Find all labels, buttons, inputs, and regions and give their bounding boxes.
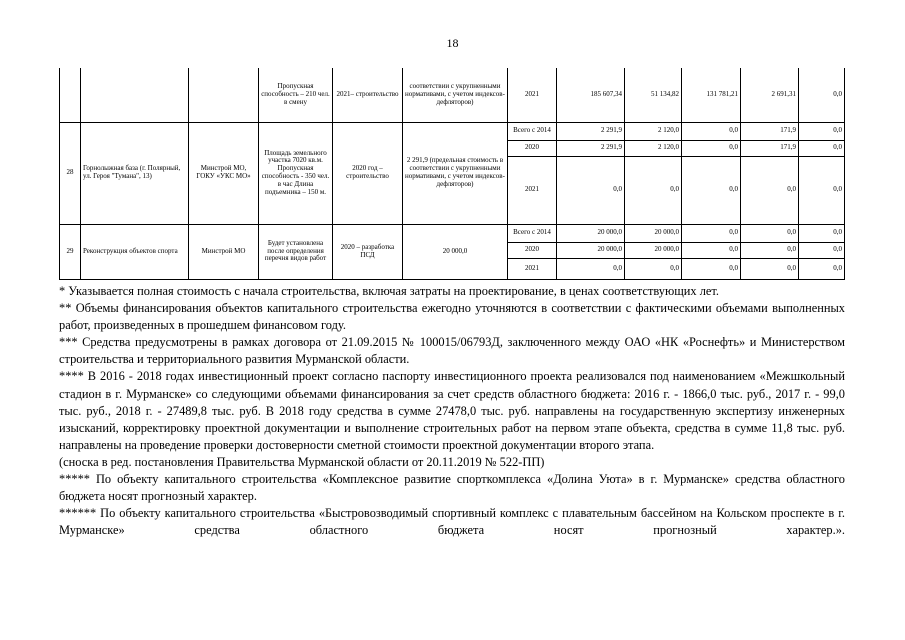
year-cell: 2021	[508, 156, 557, 224]
footnote-edit-note: (сноска в ред. постановления Правительства Мурманской области от 20.11.2019 № 522-ПП)	[59, 454, 545, 469]
value-cell: 2 120,0	[625, 122, 682, 140]
capacity-cell: Будет установлена после определения перечня видов работ	[259, 224, 333, 279]
table-row	[60, 224, 845, 242]
year-cell: 2020	[508, 242, 557, 258]
capacity-cell: Площадь земельного участка 7020 кв.м. Пропускная способность - 350 чел. в час Длина подъемника – 150 м.	[259, 122, 333, 224]
year-cell: 2020	[508, 140, 557, 156]
value-cell: 20 000,0	[625, 224, 682, 242]
value-cell: 0,0	[741, 156, 799, 224]
value-cell: 0,0	[557, 156, 625, 224]
value-cell: 0,0	[799, 242, 845, 258]
year-cell: 2021	[508, 258, 557, 279]
cost-cell: 2 291,9 (предельная стоимость в соответствии с укрупненными нормативами, с учетом индексов-дефляторов)	[403, 122, 508, 224]
value-cell: 171,9	[741, 122, 799, 140]
value-cell: 185 607,34	[557, 68, 625, 122]
footnote: **** В 2016 - 2018 годах инвестиционный проект согласно паспорту инвестиционного проекта реализовался под наименованием «Межшкольный стадион в г. Мурманске» со следующими объемами финансирования за счет средств областного бюджета: 2016 г. - 1866,0 тыс. руб., 2017 г. - 99,0 тыс. руб., 2018 г. - 27489,8 тыс. руб. В 2018 году средства в сумме 27478,0 тыс. руб. направлены на государственную экспертизу инженерных изысканий, корректировку проектной документации и выполнение строительных работ на первом этапе объекта, средства в сумме 11,8 тыс. руб. направлены на проведение проверки достоверности сметной стоимости проектной документации второго этапа.	[59, 369, 845, 452]
object-name: Горнолыжная база (г. Полярный, ул. Героя "Тумана", 13)	[81, 122, 189, 224]
value-cell: 0,0	[625, 258, 682, 279]
value-cell: 0,0	[682, 224, 741, 242]
value-cell: 0,0	[799, 68, 845, 122]
value-cell: 0,0	[557, 258, 625, 279]
value-cell: 0,0	[625, 156, 682, 224]
value-cell: 0,0	[682, 140, 741, 156]
period-cell: 2020 – разработка ПСД	[333, 224, 403, 279]
value-cell: 0,0	[741, 224, 799, 242]
value-cell: 2 291,9	[557, 140, 625, 156]
value-cell: 0,0	[682, 242, 741, 258]
year-cell: 2021	[508, 68, 557, 122]
table-cell	[60, 68, 81, 122]
value-cell: 0,0	[799, 258, 845, 279]
value-cell: 0,0	[799, 140, 845, 156]
value-cell: 2 291,9	[557, 122, 625, 140]
value-cell: 0,0	[682, 122, 741, 140]
value-cell: 20 000,0	[625, 242, 682, 258]
value-cell: 0,0	[741, 242, 799, 258]
value-cell: 20 000,0	[557, 224, 625, 242]
value-cell: 20 000,0	[557, 242, 625, 258]
row-number: 29	[60, 224, 81, 279]
table-row	[60, 68, 845, 122]
year-cell: Всего с 2014	[508, 224, 557, 242]
object-name: Реконструкция объектов спорта	[81, 224, 189, 279]
value-cell: 171,9	[741, 140, 799, 156]
value-cell: 0,0	[799, 122, 845, 140]
financing-table	[59, 68, 845, 280]
cost-cell: 20 000,0	[403, 224, 508, 279]
page-number: 18	[446, 36, 459, 50]
executor-cell: Минстрой МО	[189, 224, 259, 279]
value-cell: 0,0	[799, 224, 845, 242]
table-cell	[81, 68, 189, 122]
value-cell: 51 134,82	[625, 68, 682, 122]
year-cell: Всего с 2014	[508, 122, 557, 140]
value-cell: 2 691,31	[741, 68, 799, 122]
value-cell: 0,0	[799, 156, 845, 224]
table-row	[60, 122, 845, 140]
period-cell: 2021– строительство	[333, 68, 403, 122]
footnote: ** Объемы финансирования объектов капитального строительства ежегодно уточняются в соответствии с фактическими объемами выполненных работ, произведенных в прошедшем финансовом году.	[59, 301, 845, 333]
capacity-cell: Пропускная способность – 210 чел. в смену	[259, 68, 333, 122]
value-cell: 0,0	[741, 258, 799, 279]
footnote: ****** По объекту капитального строительства «Быстровозводимый спортивный комплекс с плавательным бассейном на Кольском проспекте в г. Мурманске» средства областного бюджета носят прогнозный характер.».	[59, 506, 845, 538]
footnote: * Указывается полная стоимость с начала строительства, включая затраты на проектирование, в ценах соответствующих лет.	[59, 284, 719, 298]
row-number: 28	[60, 122, 81, 224]
period-cell: 2020 год – строительство	[333, 122, 403, 224]
value-cell: 2 120,0	[625, 140, 682, 156]
footnote: ***** По объекту капитального строительства «Комплексное развитие спорткомплекса «Долина Уюта» в г. Мурманске» средства областного бюджета носят прогнозный характер.	[59, 472, 845, 504]
value-cell: 0,0	[682, 156, 741, 224]
table-cell	[189, 68, 259, 122]
cost-cell: соответствии с укрупненными нормативами, с учетом индексов-дефляторов)	[403, 68, 508, 122]
footnote: *** Средства предусмотрены в рамках договора от 21.09.2015 № 100015/06793Д, заключенного между ОАО «НК «Роснефть» и Министерством строительства и территориального развития Мурманской области.	[59, 335, 845, 367]
footnotes	[59, 283, 845, 539]
executor-cell: Минстрой МО, ГОКУ «УКС МО»	[189, 122, 259, 224]
value-cell: 0,0	[682, 258, 741, 279]
value-cell: 131 781,21	[682, 68, 741, 122]
